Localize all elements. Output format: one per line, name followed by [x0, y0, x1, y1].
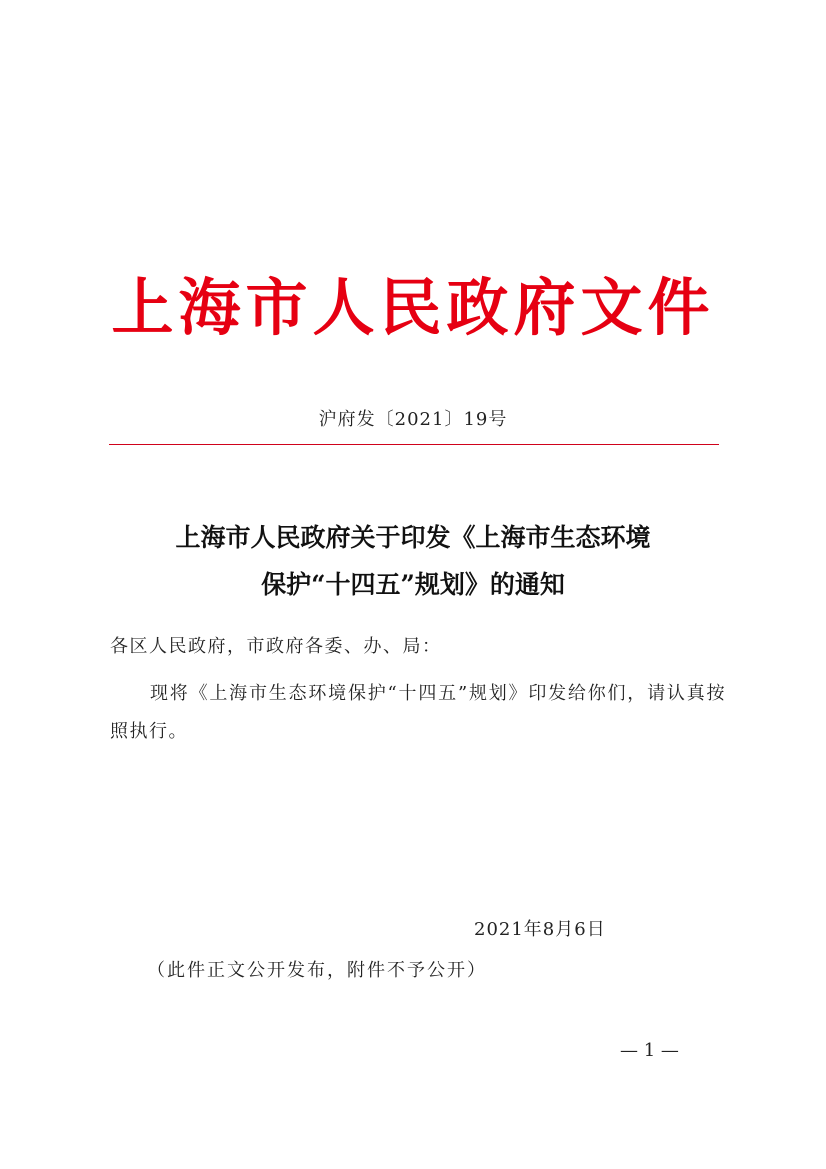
issue-date: 2021年8月6日	[474, 919, 606, 940]
body-paragraph: 现将《上海市生态环境保护“十四五”规划》印发给你们，请认真按照执行。	[110, 683, 726, 742]
masthead-title: 上海市人民政府文件	[111, 271, 715, 344]
page-number: — 1 —	[620, 1040, 679, 1061]
notice-title-line-1: 上海市人民政府关于印发《上海市生态环境	[175, 523, 651, 552]
salutation: 各区人民政府，市政府各委、办、局：	[110, 636, 442, 657]
red-divider-line	[109, 444, 719, 445]
notice-title-line-2: 保护“十四五”规划》的通知	[261, 570, 565, 599]
publication-note: （此件正文公开发布，附件不予公开）	[147, 960, 487, 981]
document-number: 沪府发〔2021〕19号	[318, 409, 508, 430]
